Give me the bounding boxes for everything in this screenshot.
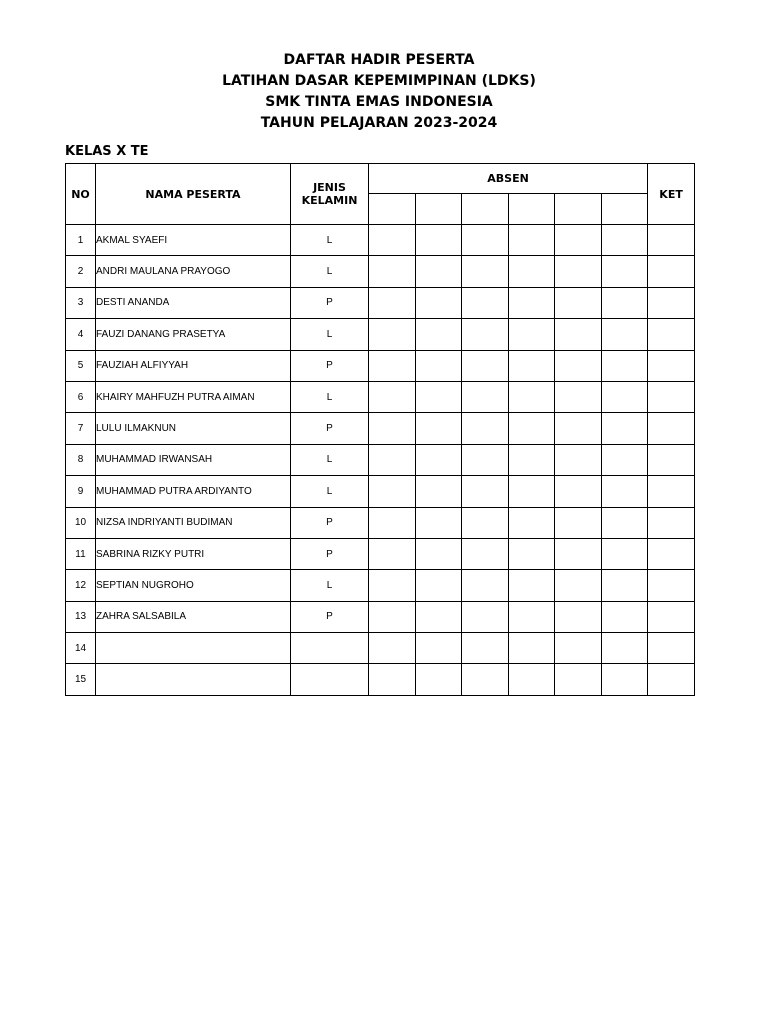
row-number: 12 <box>66 570 96 601</box>
row-number: 11 <box>66 538 96 569</box>
participant-gender: P <box>291 538 369 569</box>
absen-cell-4 <box>508 287 555 318</box>
ket-cell <box>648 664 695 695</box>
absen-cell-2 <box>415 350 462 381</box>
table-row <box>66 381 695 412</box>
absen-cell-1 <box>369 507 416 538</box>
participant-name: ZAHRA SALSABILA <box>96 601 291 632</box>
header-gender-line2: KELAMIN <box>301 194 358 207</box>
ket-cell <box>648 444 695 475</box>
absen-cell-6 <box>601 601 648 632</box>
absen-cell-2 <box>415 381 462 412</box>
absen-cell-4 <box>508 256 555 287</box>
absen-col-5 <box>555 194 602 225</box>
absen-cell-6 <box>601 350 648 381</box>
participant-gender: P <box>291 413 369 444</box>
absen-cell-4 <box>508 601 555 632</box>
absen-cell-2 <box>415 633 462 664</box>
absen-cell-2 <box>415 444 462 475</box>
absen-cell-4 <box>508 664 555 695</box>
absen-col-1 <box>369 194 416 225</box>
table-row <box>66 538 695 569</box>
absen-cell-1 <box>369 538 416 569</box>
absen-cell-5 <box>555 381 602 412</box>
ket-cell <box>648 413 695 444</box>
absen-cell-4 <box>508 350 555 381</box>
participant-name: NIZSA INDRIYANTI BUDIMAN <box>96 507 291 538</box>
ket-cell <box>648 381 695 412</box>
participant-name: LULU ILMAKNUN <box>96 413 291 444</box>
row-number: 9 <box>66 476 96 507</box>
absen-cell-2 <box>415 664 462 695</box>
absen-cell-6 <box>601 507 648 538</box>
participant-gender: P <box>291 601 369 632</box>
absen-cell-4 <box>508 381 555 412</box>
absen-cell-1 <box>369 570 416 601</box>
participant-gender: P <box>291 287 369 318</box>
absen-cell-6 <box>601 413 648 444</box>
participant-gender: L <box>291 570 369 601</box>
participant-gender: L <box>291 319 369 350</box>
absen-cell-1 <box>369 287 416 318</box>
absen-cell-2 <box>415 319 462 350</box>
table-row <box>66 570 695 601</box>
absen-cell-6 <box>601 444 648 475</box>
absen-cell-5 <box>555 256 602 287</box>
table-row <box>66 601 695 632</box>
participant-name: DESTI ANANDA <box>96 287 291 318</box>
absen-cell-3 <box>462 633 509 664</box>
row-number: 10 <box>66 507 96 538</box>
absen-cell-5 <box>555 601 602 632</box>
absen-cell-5 <box>555 664 602 695</box>
absen-cell-5 <box>555 538 602 569</box>
table-row <box>66 664 695 695</box>
row-number: 6 <box>66 381 96 412</box>
absen-cell-3 <box>462 350 509 381</box>
participant-name: MUHAMMAD PUTRA ARDIYANTO <box>96 476 291 507</box>
title-line-4: TAHUN PELAJARAN 2023-2024 <box>260 115 498 131</box>
absen-cell-4 <box>508 507 555 538</box>
absen-cell-6 <box>601 381 648 412</box>
absen-cell-4 <box>508 413 555 444</box>
participant-gender: L <box>291 444 369 475</box>
absen-cell-3 <box>462 381 509 412</box>
participant-gender: L <box>291 225 369 256</box>
absen-cell-5 <box>555 476 602 507</box>
row-number: 5 <box>66 350 96 381</box>
absen-cell-2 <box>415 256 462 287</box>
absen-cell-2 <box>415 476 462 507</box>
absen-cell-4 <box>508 225 555 256</box>
table-row <box>66 350 695 381</box>
ket-cell <box>648 225 695 256</box>
absen-cell-2 <box>415 225 462 256</box>
ket-cell <box>648 256 695 287</box>
absen-cell-5 <box>555 225 602 256</box>
participant-gender: P <box>291 507 369 538</box>
participant-gender: L <box>291 381 369 412</box>
ket-cell <box>648 476 695 507</box>
absen-cell-1 <box>369 476 416 507</box>
absen-cell-4 <box>508 476 555 507</box>
absen-cell-1 <box>369 381 416 412</box>
ket-cell <box>648 350 695 381</box>
absen-cell-6 <box>601 664 648 695</box>
absen-cell-1 <box>369 601 416 632</box>
absen-cell-6 <box>601 287 648 318</box>
absen-cell-3 <box>462 570 509 601</box>
row-number: 13 <box>66 601 96 632</box>
absen-cell-5 <box>555 570 602 601</box>
document-title <box>0 50 758 134</box>
header-no: NO <box>66 164 96 225</box>
absen-cell-4 <box>508 444 555 475</box>
participant-name <box>96 664 291 695</box>
absen-cell-1 <box>369 664 416 695</box>
absen-cell-3 <box>462 538 509 569</box>
absen-cell-3 <box>462 507 509 538</box>
absen-cell-1 <box>369 350 416 381</box>
header-gender-line1: JENIS <box>313 181 346 194</box>
header-gender <box>291 164 369 225</box>
absen-cell-5 <box>555 444 602 475</box>
absen-cell-4 <box>508 633 555 664</box>
absen-cell-3 <box>462 256 509 287</box>
absen-cell-2 <box>415 287 462 318</box>
absen-cell-1 <box>369 633 416 664</box>
row-number: 3 <box>66 287 96 318</box>
table-row <box>66 507 695 538</box>
absen-col-3 <box>462 194 509 225</box>
participant-name: KHAIRY MAHFUZH PUTRA AIMAN <box>96 381 291 412</box>
title-line-2: LATIHAN DASAR KEPEMIMPINAN (LDKS) <box>222 73 536 89</box>
absen-cell-1 <box>369 225 416 256</box>
absen-cell-1 <box>369 256 416 287</box>
participant-name: SEPTIAN NUGROHO <box>96 570 291 601</box>
row-number: 8 <box>66 444 96 475</box>
absen-cell-6 <box>601 319 648 350</box>
absen-cell-3 <box>462 476 509 507</box>
table-row <box>66 413 695 444</box>
absen-col-4 <box>508 194 555 225</box>
participant-name: FAUZI DANANG PRASETYA <box>96 319 291 350</box>
ket-cell <box>648 507 695 538</box>
attendance-table <box>65 163 695 696</box>
row-number: 14 <box>66 633 96 664</box>
absen-cell-3 <box>462 601 509 632</box>
row-number: 2 <box>66 256 96 287</box>
table-row <box>66 633 695 664</box>
participant-name: FAUZIAH ALFIYYAH <box>96 350 291 381</box>
title-line-3: SMK TINTA EMAS INDONESIA <box>265 94 493 110</box>
table-row <box>66 287 695 318</box>
participant-name: SABRINA RIZKY PUTRI <box>96 538 291 569</box>
row-number: 4 <box>66 319 96 350</box>
absen-cell-3 <box>462 225 509 256</box>
participant-name: MUHAMMAD IRWANSAH <box>96 444 291 475</box>
absen-cell-6 <box>601 476 648 507</box>
table-body <box>66 225 695 696</box>
absen-cell-2 <box>415 601 462 632</box>
absen-cell-6 <box>601 225 648 256</box>
participant-gender: L <box>291 476 369 507</box>
absen-cell-6 <box>601 633 648 664</box>
absen-cell-5 <box>555 633 602 664</box>
absen-cell-3 <box>462 287 509 318</box>
header-ket: KET <box>648 164 695 225</box>
absen-cell-6 <box>601 538 648 569</box>
table-row <box>66 225 695 256</box>
absen-cell-1 <box>369 444 416 475</box>
absen-cell-2 <box>415 507 462 538</box>
absen-cell-1 <box>369 319 416 350</box>
table-row <box>66 319 695 350</box>
ket-cell <box>648 601 695 632</box>
table-row <box>66 476 695 507</box>
absen-cell-1 <box>369 413 416 444</box>
absen-cell-4 <box>508 319 555 350</box>
table-row <box>66 256 695 287</box>
absen-cell-2 <box>415 538 462 569</box>
table-row <box>66 444 695 475</box>
participant-name: ANDRI MAULANA PRAYOGO <box>96 256 291 287</box>
row-number: 1 <box>66 225 96 256</box>
row-number: 15 <box>66 664 96 695</box>
header-absen: ABSEN <box>369 164 648 194</box>
participant-gender: P <box>291 350 369 381</box>
absen-cell-4 <box>508 570 555 601</box>
absen-cell-5 <box>555 287 602 318</box>
title-line-1: DAFTAR HADIR PESERTA <box>283 52 475 68</box>
absen-cell-6 <box>601 570 648 601</box>
absen-cell-4 <box>508 538 555 569</box>
absen-cell-3 <box>462 444 509 475</box>
absen-col-2 <box>415 194 462 225</box>
participant-name: AKMAL SYAEFI <box>96 225 291 256</box>
participant-gender <box>291 664 369 695</box>
ket-cell <box>648 538 695 569</box>
absen-cell-5 <box>555 319 602 350</box>
ket-cell <box>648 319 695 350</box>
absen-cell-6 <box>601 256 648 287</box>
absen-cell-3 <box>462 664 509 695</box>
absen-cell-3 <box>462 319 509 350</box>
ket-cell <box>648 570 695 601</box>
participant-gender: L <box>291 256 369 287</box>
absen-cell-3 <box>462 413 509 444</box>
header-name: NAMA PESERTA <box>96 164 291 225</box>
absen-cell-5 <box>555 413 602 444</box>
ket-cell <box>648 633 695 664</box>
absen-cell-2 <box>415 413 462 444</box>
absen-col-6 <box>601 194 648 225</box>
row-number: 7 <box>66 413 96 444</box>
participant-name <box>96 633 291 664</box>
class-label: KELAS X TE <box>65 144 149 159</box>
absen-cell-5 <box>555 507 602 538</box>
absen-cell-5 <box>555 350 602 381</box>
participant-gender <box>291 633 369 664</box>
absen-cell-2 <box>415 570 462 601</box>
ket-cell <box>648 287 695 318</box>
